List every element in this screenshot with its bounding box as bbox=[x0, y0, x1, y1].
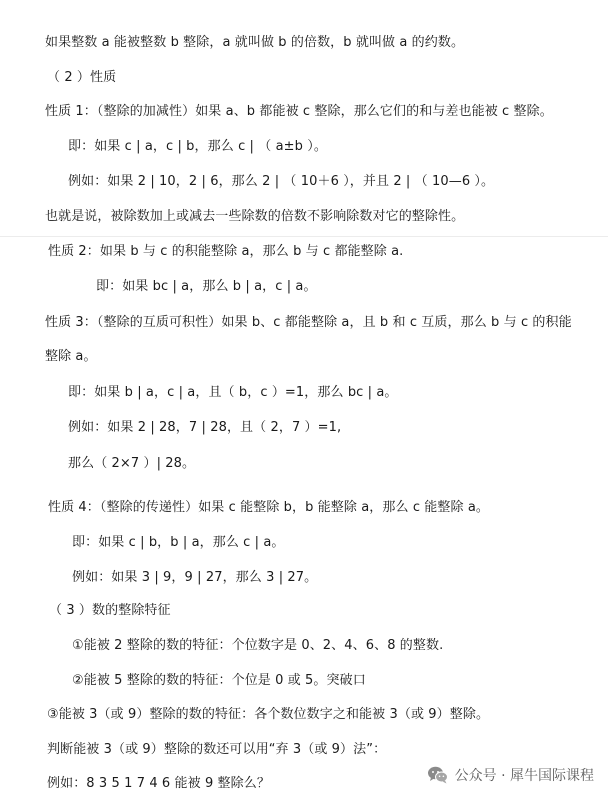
rule-divisible-by-3-or-9: ③能被 3（或 9）整除的数的特征：各个数位数字之和能被 3（或 9）整除。 bbox=[47, 707, 490, 722]
property-4-statement: 性质 4：（整除的传递性）如果 c 能整除 b，b 能整除 a，那么 c 能整除 a。 bbox=[48, 500, 489, 515]
property-1-formula: 即：如果 c | a，c | b，那么 c | （ a±b ）。 bbox=[68, 139, 327, 154]
property-3-statement-continued: 整除 a。 bbox=[45, 349, 97, 364]
property-1-example: 例如：如果 2 | 10，2 | 6，那么 2 | （ 10＋6 ），并且 2 | （ 10—6 ）。 bbox=[68, 174, 495, 189]
page-seam-divider bbox=[0, 236, 608, 237]
casting-out-method-intro: 判断能被 3（或 9）整除的数还可以用“弃 3（或 9）法”： bbox=[47, 742, 387, 757]
wechat-icon bbox=[427, 765, 449, 785]
rule-divisible-by-5: ②能被 5 整除的数的特征：个位是 0 或 5。突破口 bbox=[72, 673, 366, 688]
definition-line: 如果整数 a 能被整数 b 整除，a 就叫做 b 的倍数，b 就叫做 a 的约数。 bbox=[45, 35, 465, 50]
property-4-example: 例如：如果 3 | 9，9 | 27，那么 3 | 27。 bbox=[72, 570, 318, 585]
wechat-watermark bbox=[427, 765, 594, 785]
property-1-explanation: 也就是说，被除数加上或减去一些除数的倍数不影响除数对它的整除性。 bbox=[45, 209, 465, 224]
property-4-formula: 即：如果 c | b，b | a，那么 c | a。 bbox=[72, 535, 285, 550]
property-3-example: 例如：如果 2 | 28，7 | 28，且（ 2，7 ）=1, bbox=[68, 420, 342, 435]
section-heading-divisibility-rules: （ 3 ）数的整除特征 bbox=[49, 603, 171, 618]
property-3-statement: 性质 3：（整除的互质可积性）如果 b、c 都能整除 a，且 b 和 c 互质，那么 b 与 c 的积能 bbox=[45, 315, 572, 330]
property-1-statement: 性质 1：（整除的加减性）如果 a、b 都能被 c 整除，那么它们的和与差也能被 c 整除。 bbox=[45, 104, 553, 119]
watermark-text: 公众号 · 犀牛国际课程 bbox=[454, 768, 594, 784]
property-2-formula: 即：如果 bc | a，那么 b | a，c | a。 bbox=[96, 279, 317, 294]
section-heading-properties: （ 2 ）性质 bbox=[47, 70, 117, 85]
rule-divisible-by-2: ①能被 2 整除的数的特征：个位数字是 0、2、4、6、8 的整数. bbox=[72, 638, 444, 653]
property-3-formula: 即：如果 b | a，c | a，且（ b，c ）=1，那么 bc | a。 bbox=[68, 385, 398, 400]
property-2-statement: 性质 2：如果 b 与 c 的积能整除 a，那么 b 与 c 都能整除 a. bbox=[48, 244, 404, 259]
casting-out-example: 例如：8 3 5 1 7 4 6 能被 9 整除么？ bbox=[47, 776, 270, 791]
property-3-example-conclusion: 那么（ 2×7 ）| 28。 bbox=[68, 456, 196, 471]
